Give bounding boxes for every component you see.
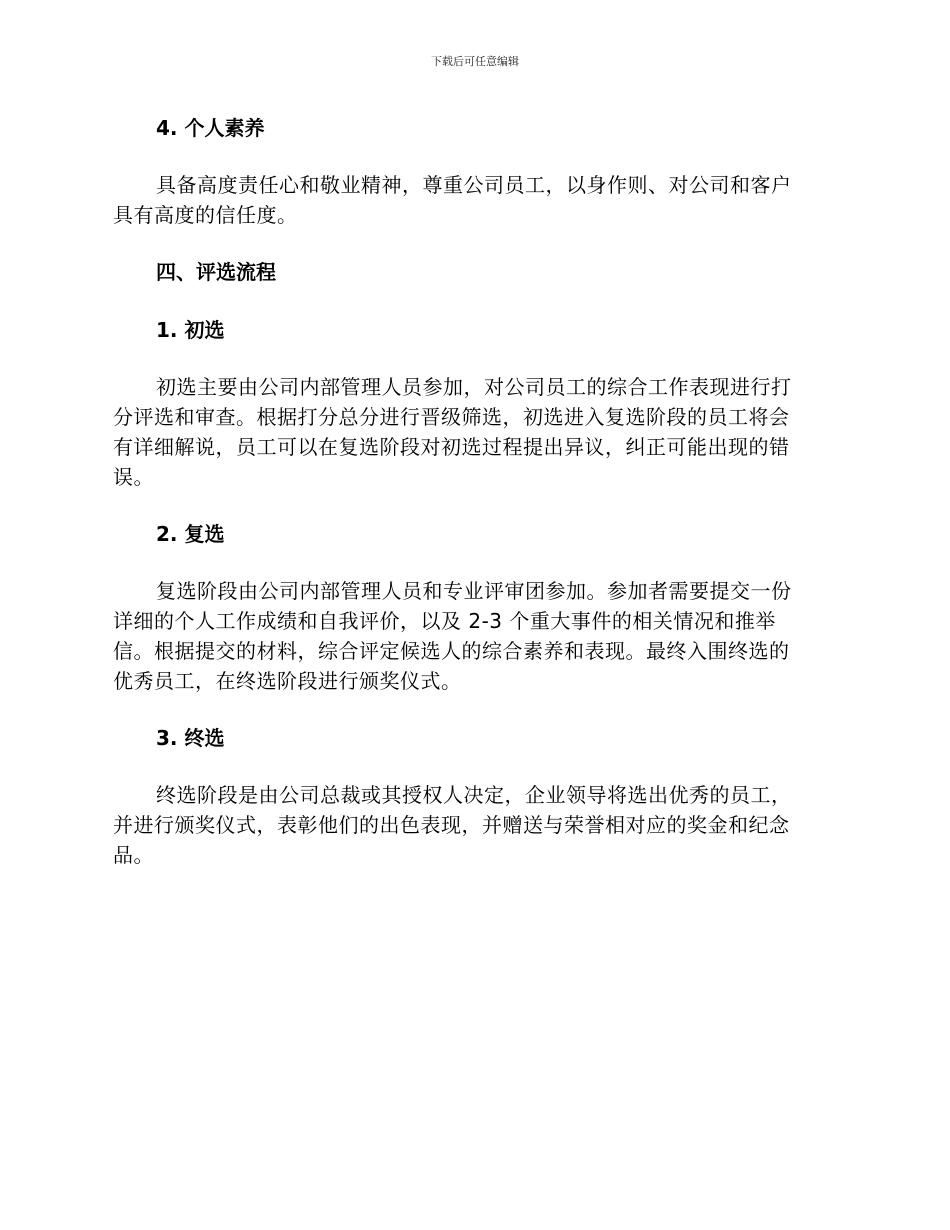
paragraph-line: 具有高度的信任度。	[113, 203, 298, 227]
paragraph-preliminary	[113, 372, 829, 492]
paragraph-line: 有详细解说，员工可以在复选阶段对初选过程提出异议，纠正可能出现的错	[113, 435, 790, 459]
paragraph-personal-quality	[113, 170, 829, 230]
paragraph-final-round	[113, 780, 829, 870]
paragraph-line: 复选阶段由公司内部管理人员和专业评审团参加。参加者需要提交一份	[156, 579, 792, 603]
paragraph-line: 品。	[113, 843, 154, 867]
paragraph-line: 详细的个人工作成绩和自我评价，以及 2-3 个重大事件的相关情况和推举	[113, 609, 776, 633]
section-heading-personal-quality: 4. 个人素养	[156, 116, 265, 140]
section-heading-preliminary: 1. 初选	[156, 318, 225, 342]
paragraph-second-round	[113, 576, 829, 696]
paragraph-line: 具备高度责任心和敬业精神，尊重公司员工，以身作则、对公司和客户	[156, 173, 792, 197]
paragraph-line: 信。根据提交的材料，综合评定候选人的综合素养和表现。最终入围终选的	[113, 639, 790, 663]
paragraph-line: 终选阶段是由公司总裁或其授权人决定，企业领导将选出优秀的员工，	[156, 783, 792, 807]
page-header-note: 下载后可任意编辑	[431, 55, 519, 68]
paragraph-line: 并进行颁奖仪式，表彰他们的出色表现，并赠送与荣誉相对应的奖金和纪念	[113, 813, 790, 837]
paragraph-line: 分评选和审查。根据打分总分进行晋级筛选，初选进入复选阶段的员工将会	[113, 405, 790, 429]
section-heading-second-round: 2. 复选	[156, 522, 225, 546]
document-body	[113, 112, 829, 870]
paragraph-line: 优秀员工，在终选阶段进行颁奖仪式。	[113, 669, 462, 693]
section-heading-final-round: 3. 终选	[156, 726, 225, 750]
paragraph-line: 误。	[113, 465, 154, 489]
section-heading-selection-process: 四、评选流程	[156, 260, 276, 284]
paragraph-line: 初选主要由公司内部管理人员参加，对公司员工的综合工作表现进行打	[156, 375, 792, 399]
